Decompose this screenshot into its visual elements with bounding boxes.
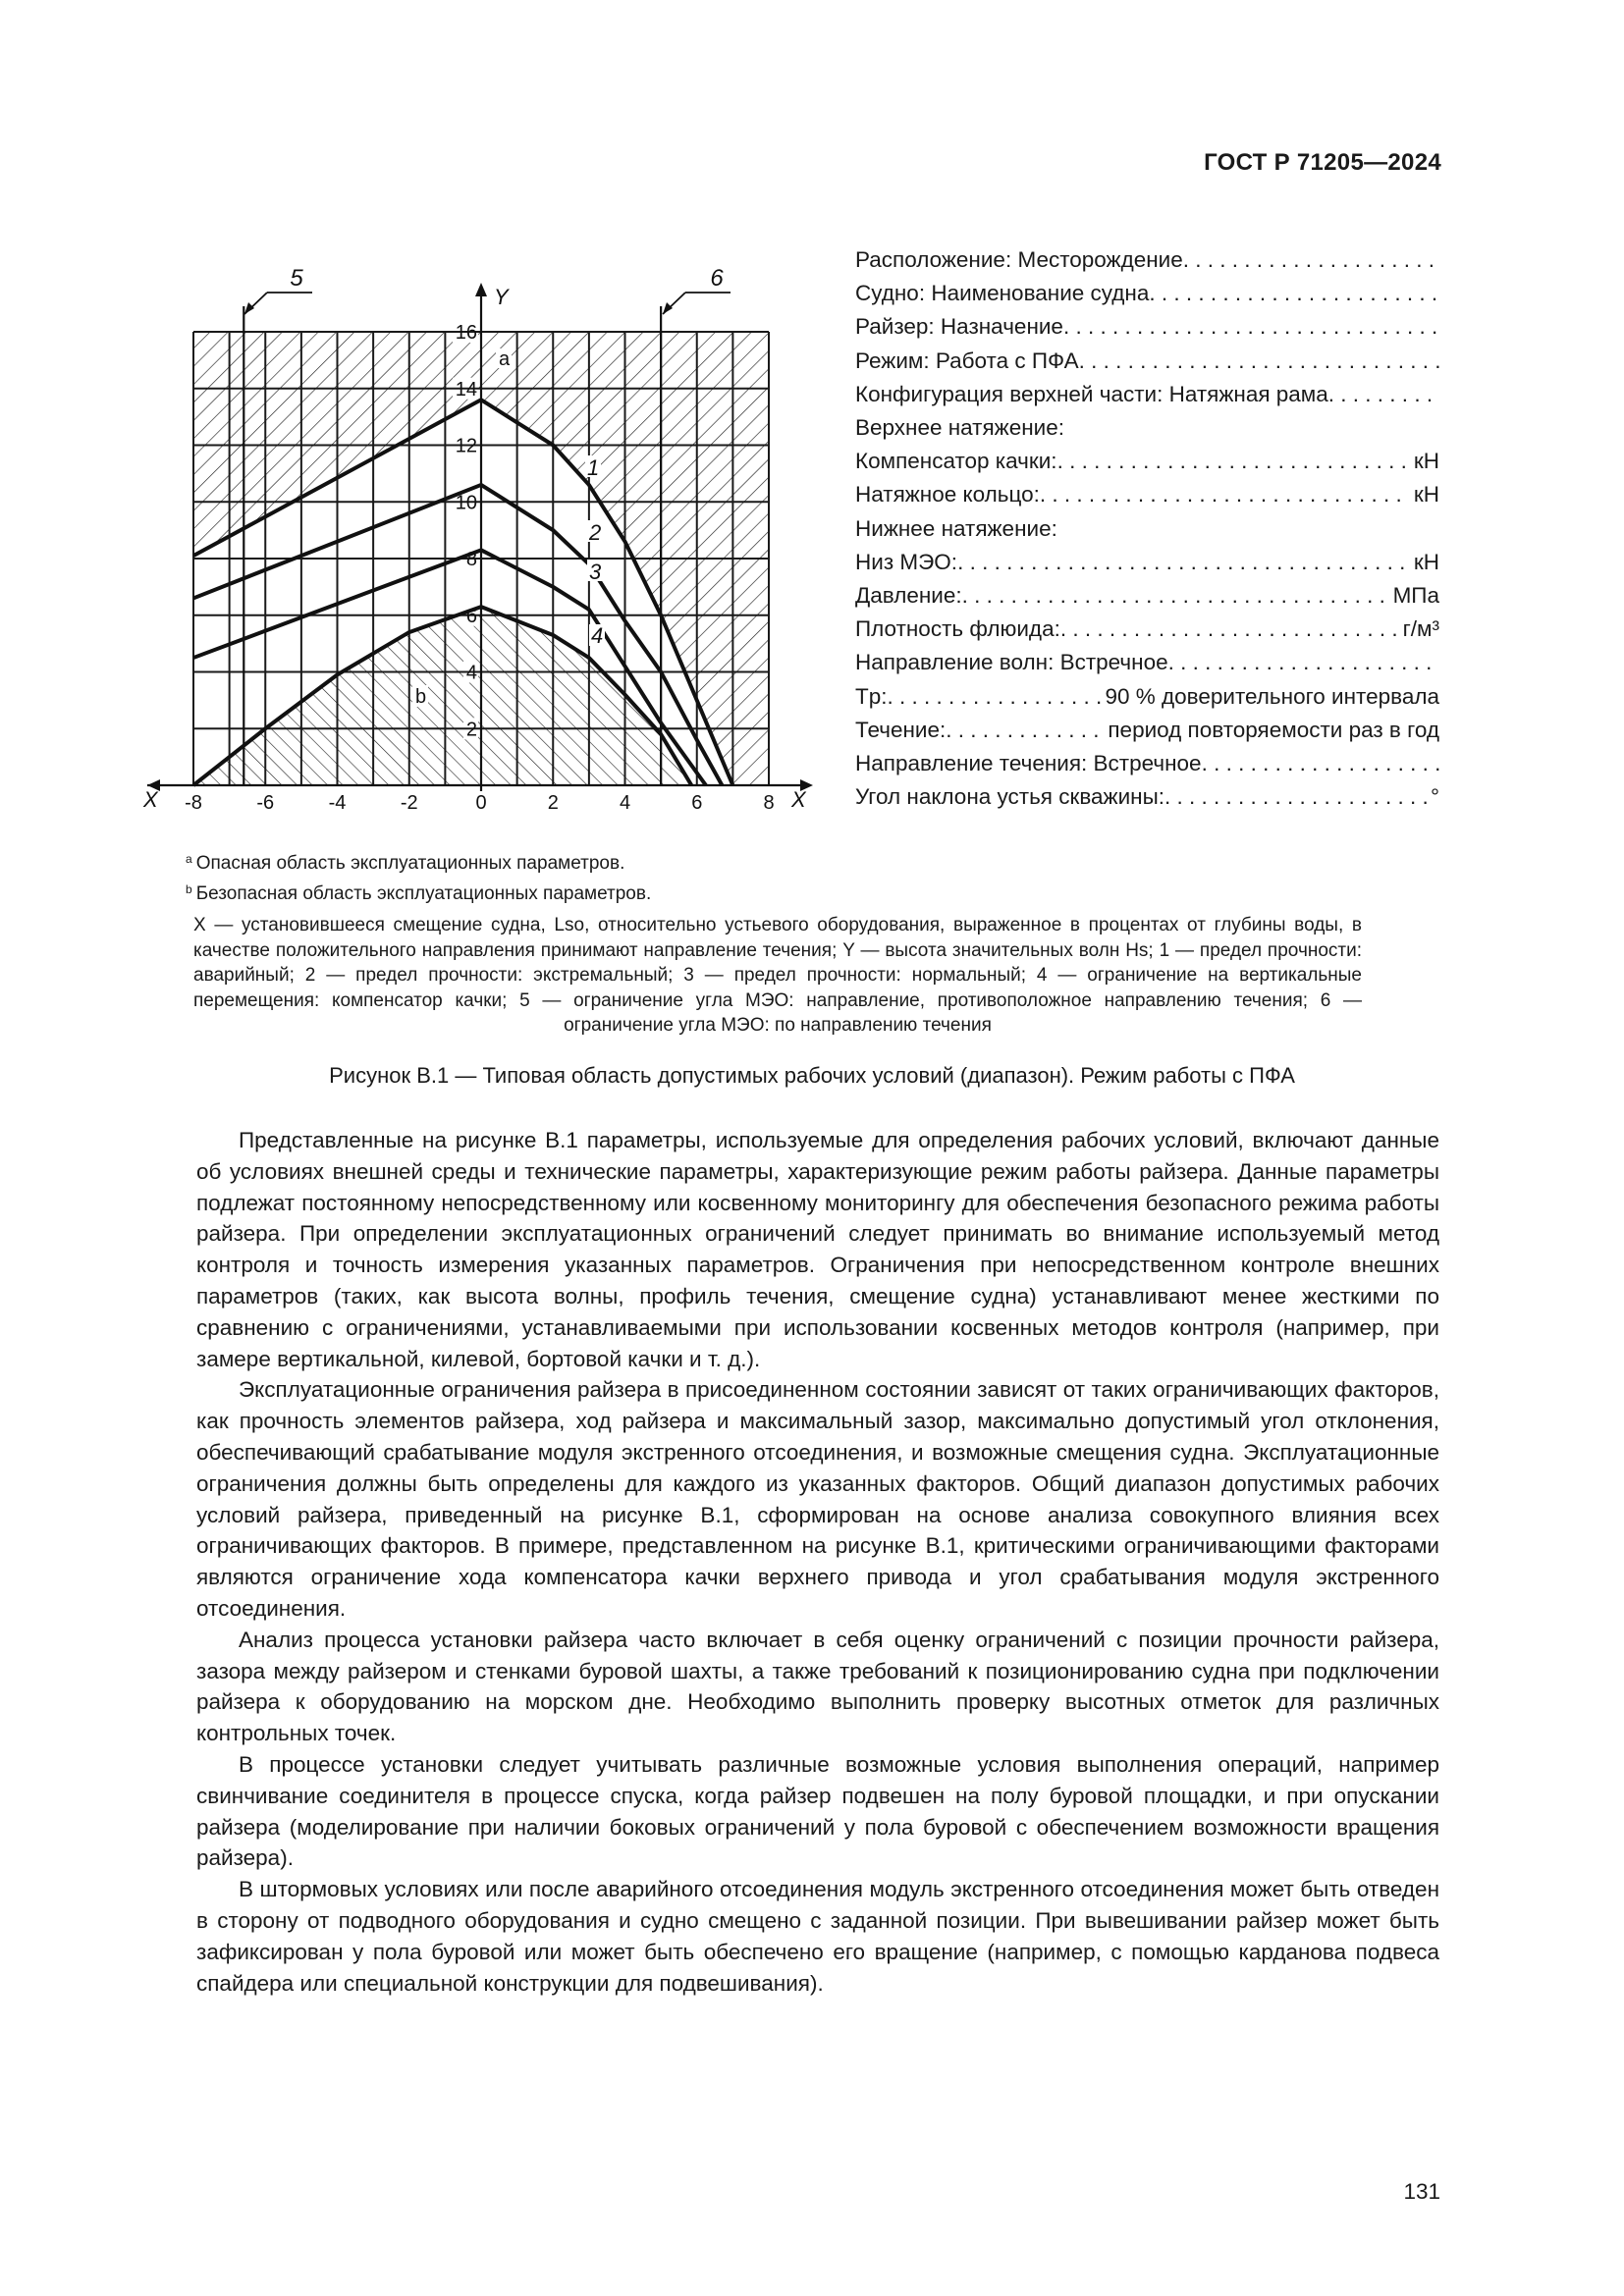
leader-dots (946, 714, 1104, 747)
curve-4-label: 4 (591, 623, 604, 648)
region-b-label: b (415, 686, 427, 708)
callout-5-label: 5 (290, 265, 303, 292)
x-axis-label-right: X (791, 787, 806, 812)
param-label: Направление волн: Встречное (855, 650, 1168, 675)
x-tick-label: 2 (547, 792, 559, 814)
document-code: ГОСТ Р 71205—2024 (1204, 149, 1441, 176)
callout-6-label: 6 (710, 265, 724, 292)
leader-dots (1040, 478, 1410, 511)
leader-dots (1168, 646, 1439, 679)
leader-dots (962, 579, 1389, 613)
leader-dots (1164, 780, 1427, 814)
operating-window-chart (128, 236, 815, 825)
leader-dots (1060, 613, 1399, 646)
y-tick-label: 8 (465, 549, 477, 570)
param-row (855, 345, 1439, 378)
param-label: Угол наклона устья скважины: (855, 784, 1164, 810)
x-tick-label: -6 (256, 792, 275, 814)
leader-dots (1063, 310, 1439, 344)
param-unit: кН (1413, 449, 1439, 474)
body-text (196, 1125, 1439, 1999)
param-row (855, 680, 1439, 714)
x-axis-label-left: X (143, 787, 158, 812)
param-row (855, 646, 1439, 679)
leader-dots (1328, 378, 1439, 411)
operating-parameters-list (855, 243, 1439, 814)
leader-dots (1079, 345, 1439, 378)
region-a-label: a (499, 348, 511, 370)
y-tick-label: 4 (465, 662, 477, 684)
figure-legend: X — установившееся смещение судна, Lso, относительно устьевого оборудования, выраженное в процентах от глубины воды, в качестве положительного направления принимают направление течения; Y — высота значительных волн Hs; 1 — предел прочности: аварийный; 2 — предел прочности: экстремальный; 3 — предел прочности: нормальный; 4 — ограничение на вертикальные перемещения: компенсатор качки; 5 — ограничение угла МЭО: направление, противоположное направлению течения; 6 — ограничение угла МЭО: по направлению течения (193, 915, 1362, 1037)
leader-dots (1183, 243, 1439, 277)
leader-dots (1057, 445, 1410, 478)
page-number: 131 (1403, 2179, 1440, 2204)
x-tick-label: -4 (328, 792, 347, 814)
y-tick-label: 6 (465, 605, 477, 627)
param-row (855, 378, 1439, 411)
param-row (855, 243, 1439, 277)
param-row (855, 512, 1439, 546)
param-label: Судно: Наименование судна (855, 281, 1150, 306)
param-row (855, 747, 1439, 780)
param-row (855, 310, 1439, 344)
y-tick-label: 10 (455, 492, 477, 514)
x-tick-label: 4 (619, 792, 631, 814)
curve-1-label: 1 (587, 455, 600, 480)
leader-dots (1149, 277, 1439, 310)
leader-dots (888, 680, 1102, 714)
footnote-b: $^b$ Безопасная область эксплуатационных параметров. (186, 882, 652, 904)
x-tick-label: 6 (691, 792, 703, 814)
param-label: Течение: (855, 717, 947, 742)
param-label: Направление течения: Встречное (855, 751, 1202, 776)
safe-region (193, 607, 691, 785)
param-label: Натяжное кольцо: (855, 482, 1040, 507)
curve-2-label: 2 (589, 520, 602, 545)
leader-dots (1202, 747, 1439, 780)
figure-footnotes (186, 846, 651, 907)
y-tick-label: 2 (465, 719, 477, 741)
paragraph: В процессе установки следует учитывать различные возможные условия выполнения операций, например свинчивание соединителя в процессе спуска, когда райзер подвешен на полу буровой площадки, и при опускании райзера (моделирование при наличии боковых ограничений у пола буровой с обеспечением возможности вращения райзера). (196, 1751, 1439, 1871)
param-label: Компенсатор качки: (855, 449, 1057, 474)
y-tick-label: 12 (455, 435, 477, 457)
param-row (855, 546, 1439, 579)
figure-caption: Рисунок В.1 — Типовая область допустимых рабочих условий (диапазон). Режим работы с ПФА (329, 1063, 1295, 1088)
paragraph: Эксплуатационные ограничения райзера в присоединенном состоянии зависят от таких ограничивающих факторов, как прочность элементов райзера, ход райзера и максимальный зазор, максимально допустимый угол отклонения, обеспечивающий срабатывание модуля экстренного отсоединения, и возможные смещения судна. Эксплуатационные ограничения должны быть определены для каждого из указанных факторов. Общий диапазон допустимых рабочих условий райзера, приведенный на рисунке В.1, сформирован на основе анализа совокупного влияния всех ограничивающих факторов. В примере, представленном на рисунке В.1, критическими ограничивающими факторами являются ограничение хода компенсатора качки верхнего привода и угол срабатывания модуля экстренного отсоединения. (196, 1377, 1439, 1621)
param-row (855, 478, 1439, 511)
param-label: Конфигурация верхней части: Натяжная рама (855, 381, 1328, 406)
param-label: Tp: (855, 683, 888, 709)
x-tick-label: 0 (475, 792, 487, 814)
paragraph: Анализ процесса установки райзера часто включает в себя оценку ограничений с позиции прочности райзера, зазора между райзером и стенками буровой шахты, а также требований к позиционированию судна при подключении райзера к оборудованию на морском дне. Необходимо выполнить проверку высотных отметок для различных контрольных точек. (196, 1627, 1439, 1746)
leader-dots (957, 546, 1410, 579)
y-tick-label: 16 (455, 322, 477, 344)
y-tick-label: 14 (455, 378, 477, 400)
paragraph: Представленные на рисунке В.1 параметры, используемые для определения рабочих условий, включают данные об условиях внешней среды и технические параметры, характеризующие режим работы райзера. Данные параметры подлежат постоянному непосредственному или косвенному мониторингу для обеспечения безопасного режима работы райзера. При определении эксплуатационных ограничений следует принимать во внимание используемый метод контроля и точность измерения указанных параметров. Ограничения при непосредственном контроле внешних параметров (таких, как высота волны, профиль течения, смещение судна) устанавливают менее жесткими по сравнению с ограничениями, устанавливаемыми при использовании косвенных методов контроля (например, при замере вертикальной, килевой, бортовой качки и т. д.). (196, 1128, 1439, 1371)
param-row (855, 277, 1439, 310)
param-unit: ° (1431, 784, 1439, 810)
param-unit: кН (1413, 482, 1439, 507)
curve-3-label: 3 (589, 560, 602, 584)
param-unit: МПа (1392, 583, 1439, 609)
footnote-a: $^a$ Опасная область эксплуатационных параметров. (186, 852, 625, 874)
param-unit: г/м³ (1402, 616, 1439, 642)
x-tick-label: -8 (185, 792, 202, 814)
param-label: Нижнее натяжение: (855, 515, 1057, 541)
paragraph: В штормовых условиях или после аварийного отсоединения модуль экстренного отсоединения может быть отведен в сторону от подводного оборудования и судно смещено с заданной позиции. При вывешивании райзер может быть зафиксирован у пола буровой или может быть обеспечено его вращение (например, с помощью карданова подвеса спайдера или специальной конструкции для подвешивания). (196, 1877, 1439, 1996)
param-label: Режим: Работа с ПФА (855, 347, 1079, 373)
param-row (855, 780, 1439, 814)
param-unit: 90 % доверительного интервала (1105, 683, 1439, 709)
param-row (855, 579, 1439, 613)
param-unit: кН (1413, 549, 1439, 574)
param-label: Верхнее натяжение: (855, 415, 1064, 441)
param-row (855, 714, 1439, 747)
x-tick-label: 8 (763, 792, 775, 814)
y-axis-label: Y (494, 285, 509, 309)
param-label: Плотность флюида: (855, 616, 1060, 642)
param-unit: период повторяемости раз в год (1108, 717, 1439, 742)
param-row (855, 613, 1439, 646)
param-row (855, 411, 1439, 445)
param-label: Давление: (855, 583, 962, 609)
param-label: Низ МЭО: (855, 549, 958, 574)
param-label: Расположение: Месторождение (855, 247, 1183, 272)
x-tick-label: -2 (400, 792, 418, 814)
param-row (855, 445, 1439, 478)
param-label: Райзер: Назначение (855, 314, 1063, 340)
